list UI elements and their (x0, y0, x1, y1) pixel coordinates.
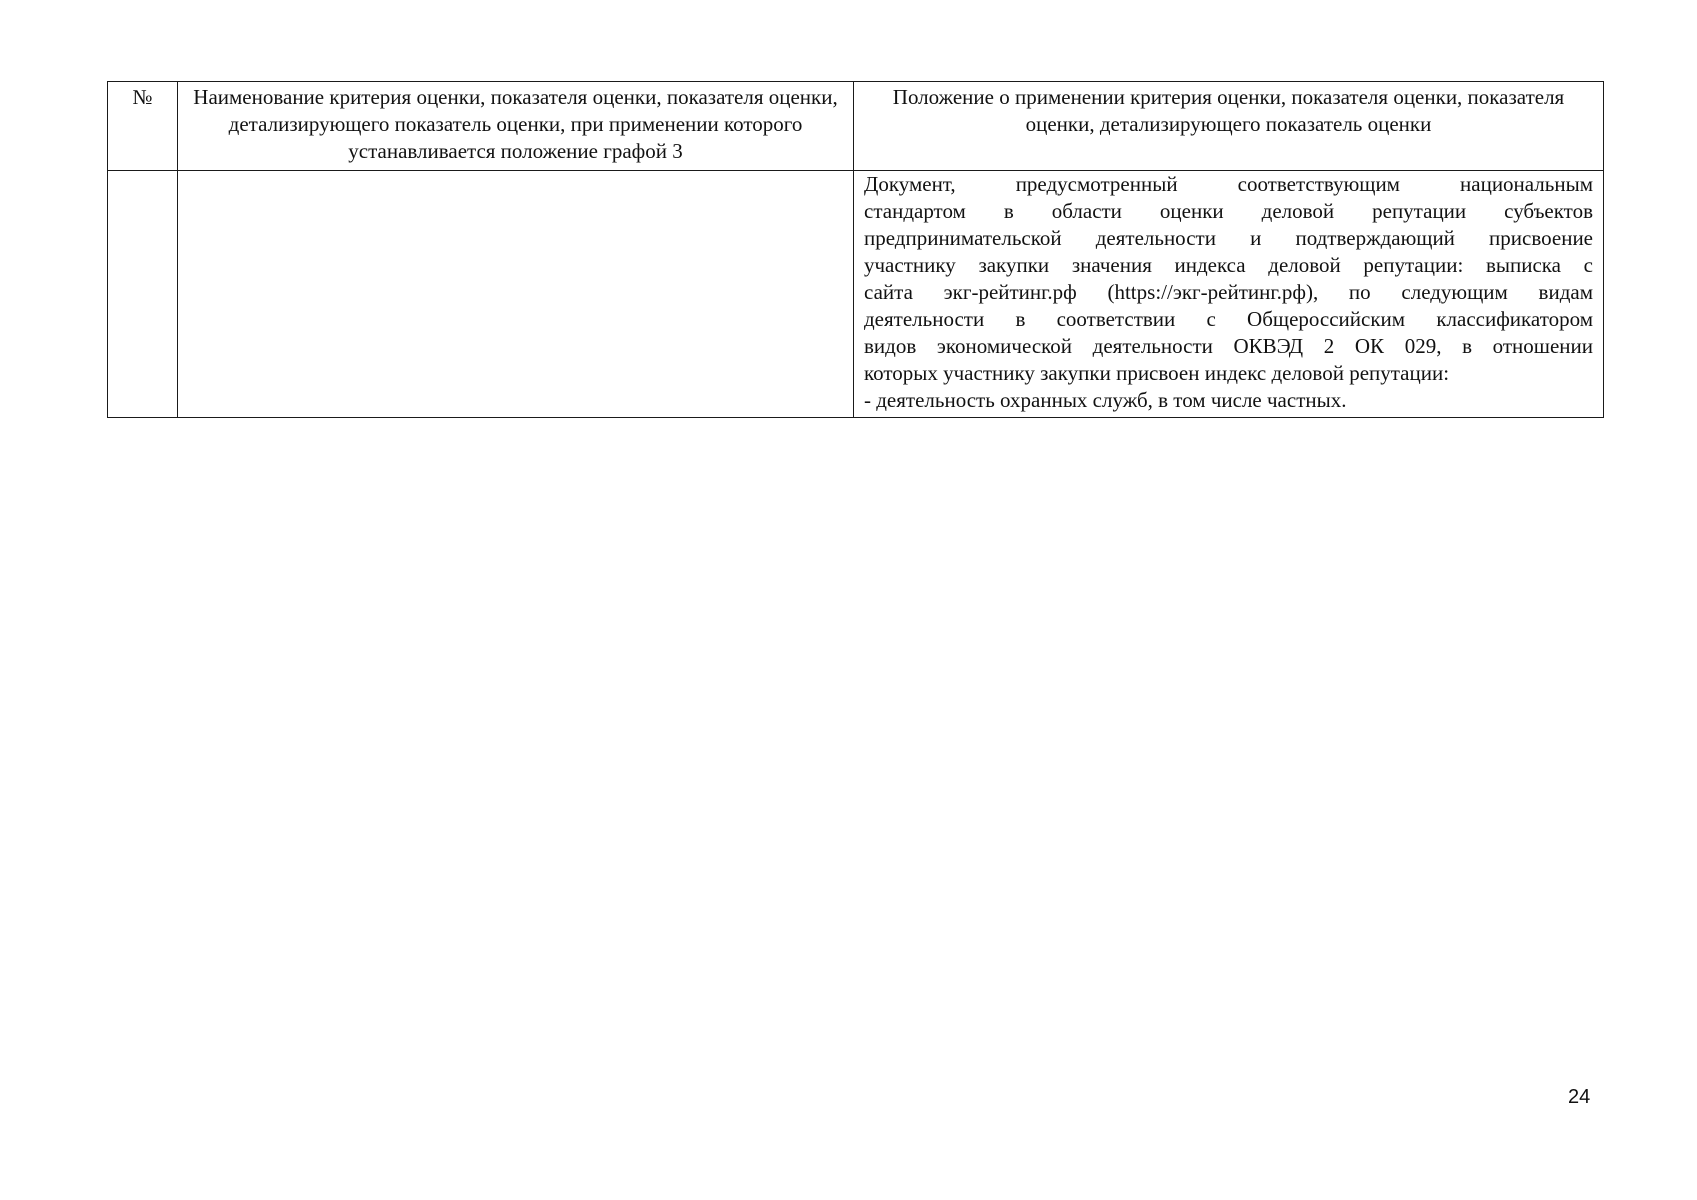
provision-line: стандартом в области оценки деловой репутации субъектов (864, 199, 1593, 223)
provision-line: участнику закупки значения индекса деловой репутации: выписка с (864, 253, 1593, 277)
cell-criterion-name (178, 171, 854, 418)
provision-line: предпринимательской деятельности и подтверждающий присвоение (864, 226, 1593, 250)
cell-provision (854, 171, 1604, 418)
criteria-table (107, 81, 1604, 418)
cell-num (108, 171, 178, 418)
page-number: 24 (1568, 1086, 1591, 1108)
header-num: № (108, 82, 178, 171)
header-criterion-name: Наименование критерия оценки, показателя оценки, показателя оценки, детализирующего показатель оценки, при применении которого устанавливается положение графой 3 (178, 82, 854, 171)
table-row (108, 171, 1604, 418)
provision-line: - деятельность охранных служб, в том числе частных. (864, 388, 1347, 412)
provision-line: сайта экг-рейтинг.рф (https://экг-рейтинг.рф), по следующим видам (864, 280, 1593, 304)
provision-line: Документ, предусмотренный соответствующим национальным (864, 172, 1593, 196)
header-row (108, 82, 1604, 171)
provision-line: видов экономической деятельности ОКВЭД 2 ОК 029, в отношении (864, 334, 1593, 358)
table-body (108, 171, 1604, 418)
provision-line: которых участнику закупки присвоен индекс деловой репутации: (864, 361, 1450, 385)
provision-line: деятельности в соответствии с Общероссийским классификатором (864, 307, 1593, 331)
header-provision: Положение о применении критерия оценки, показателя оценки, показателя оценки, детализирующего показатель оценки (854, 82, 1604, 171)
table-header (108, 82, 1604, 171)
